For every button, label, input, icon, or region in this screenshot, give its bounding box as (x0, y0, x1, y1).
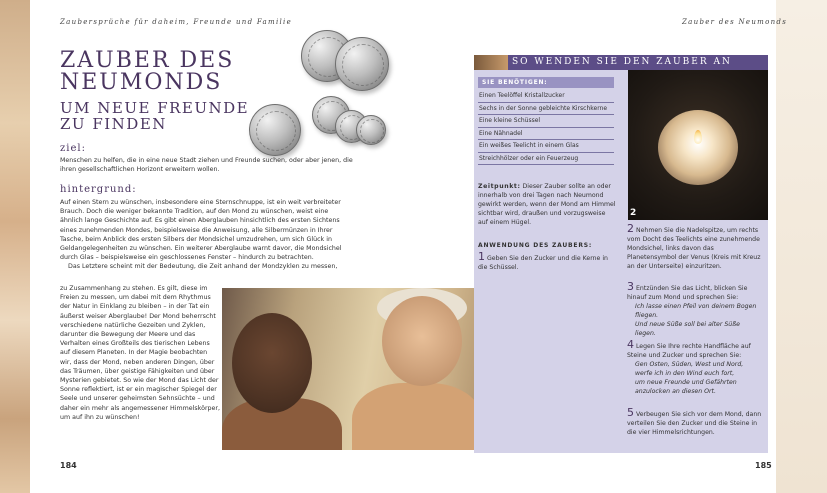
step-3 (627, 282, 762, 338)
hintergrund-heading: hintergrund: (60, 184, 137, 195)
coin-icon (356, 115, 386, 145)
spell-verse-line: um neue Freunde und Gefährten (635, 379, 737, 386)
needs-item: Sechs in der Sonne gebleichte Kirschkerne (478, 103, 614, 116)
hintergrund-paragraph-1: Auf einen Stern zu wünschen, insbesondere eine Sternschnuppe, ist ein weit verbreiteter Brauch. Doch die weniger bekannte Tradition, auf den Mond zu wünschen, weist eine ähnlich lange Geschichte auf. Es gibt einen Aberglauben hinsichtlich des ersten Sichtens eines zunehmenden Mondes, beispielsweise die Anweisung, alle Silbermünzen in Ihrer Tasche, beim Anblick des ersten Silbers der Mondsichel umzudrehen, um sich Glück in Geldangelegenheiten zu wünschen. Ein weiterer Aberglaube warnt davor, die Mondsichel durch Glas – beispielsweise ein geschlossenes Fenster – hindurch zu betrachten. (60, 199, 342, 262)
step-number: 3 (627, 280, 634, 293)
step-number: 5 (627, 406, 634, 419)
needs-list (478, 90, 614, 165)
step-2 (627, 224, 762, 271)
step-number: 1 (478, 250, 485, 263)
photo-face (232, 313, 312, 413)
page-title: ZAUBER DES NEUMONDS (60, 48, 235, 95)
step-4 (627, 340, 762, 396)
zeitpunkt-text (478, 182, 616, 227)
spell-verse-line: Und neue Süße soll bei alter Süße liegen. (635, 321, 740, 337)
step-number: 4 (627, 338, 634, 351)
hintergrund-wrap-text (60, 284, 220, 422)
step-text: Entzünden Sie das Licht, blicken Sie hinauf zum Mond und sprechen Sie: (627, 285, 748, 301)
running-head-right: Zauber des Neumonds (682, 18, 788, 26)
step-text: Legen Sie Ihre rechte Handfläche auf Steine und Zucker und sprechen Sie: (627, 343, 751, 359)
panel-header-photo (474, 55, 508, 70)
decorative-right-strip (776, 0, 827, 493)
step-5 (627, 408, 762, 437)
decorative-left-strip (0, 0, 30, 493)
candle-photo (628, 70, 768, 220)
hintergrund-paragraph-2-cont: zu Zusammenhang zu stehen. Es gilt, diese im Freien zu messen, um dabei mit dem Rhythmus der Natur in Einklang zu bleiben – in der Tat ein äußerst weiser Aberglaube! Der Mond beherrscht verschiedene natürliche Gezeiten und Zyklen, darunter die Bewegung der Meere und das Verhalten eines Großteils des tierischen Lebens auf diesem Planeten. In der Magie beobachten wir, dass der Mond, neben anderen Dingen, über das Träumen, über geistige Fähigkeiten und über Mysterien gebietet. So wie der Mond das Licht der Sonne reflektiert, ist er ein magischer Spiegel der Seele und unserer geheimsten Sehnsüchte – und daher ein mehr als angemessener Himmelskörper, um auf ihn zu wünschen! (60, 285, 221, 421)
spell-verse-line: anzulocken an diesen Ort. (635, 388, 716, 395)
candle-glow (658, 110, 738, 185)
spell-verse-line: Gen Osten, Süden, West und Nord, (635, 361, 744, 368)
zeitpunkt-label: Zeitpunkt: (478, 183, 521, 190)
step-text: Verbeugen Sie sich vor dem Mond, dann verteilen Sie den Zucker und die Steine in die vier Himmelsrichtungen. (627, 411, 762, 436)
step-1 (478, 252, 616, 272)
step-text: Nehmen Sie die Nadelspitze, um rechts vom Docht des Teelichts eine zunehmende Mondsichel, links davon das Planetensymbol der Venus (Kreis mit Kreuz an der Unterseite) einzuritzen. (627, 227, 761, 270)
needs-item: Einen Teelöffel Kristallzucker (478, 90, 614, 103)
photo-face (382, 296, 462, 386)
needs-item: Ein weißes Teelicht in einem Glas (478, 140, 614, 153)
spell-verse-line: Ich lasse einen Pfeil von deinem Bogen fliegen. (635, 303, 757, 319)
spell-verse-line: werfe ich in den Wind euch fort, (635, 370, 735, 377)
photo-number: 2 (630, 208, 637, 218)
running-head-left: Zaubersprüche für daheim, Freunde und Familie (60, 18, 293, 26)
page-subtitle: UM NEUE FREUNDE ZU FINDEN (60, 99, 250, 133)
ziel-text: Menschen zu helfen, die in eine neue Stadt ziehen und Freunde suchen, oder aber jenen, die ihren gesellschaftlichen Horizont erweitern wollen. (60, 157, 353, 174)
zeitpunkt-body: Dieser Zauber sollte an oder innerhalb von drei Tagen nach Neumond gewirkt werden, wenn der Mond am Himmel sichtbar wird, draußen und vorzugsweise auf einem Hügel. (478, 183, 616, 226)
anwendung-heading: ANWENDUNG DES ZAUBERS: (478, 242, 593, 249)
instructions-title: SO WENDEN SIE DEN ZAUBER AN (512, 57, 732, 67)
needs-item: Eine kleine Schüssel (478, 115, 614, 128)
needs-heading: SIE BENÖTIGEN: (478, 77, 614, 88)
hintergrund-paragraph-2: Das Letztere scheint mit der Bedeutung, die Zeit anhand der Mondzyklen zu messen, (68, 263, 338, 271)
needs-item: Streichhölzer oder ein Feuerzeug (478, 153, 614, 166)
step-text: Geben Sie den Zucker und die Kerne in die Schüssel. (478, 255, 608, 271)
coin-icon (335, 37, 389, 91)
candle-flame-icon (694, 130, 702, 144)
page-number-right: 185 (755, 461, 772, 470)
needs-item: Eine Nähnadel (478, 128, 614, 141)
photo-figure (352, 383, 482, 450)
page-number-left: 184 (60, 461, 77, 470)
step-number: 2 (627, 222, 634, 235)
ziel-heading: ziel: (60, 143, 86, 154)
coin-icon (249, 104, 301, 156)
hintergrund-text (60, 198, 350, 272)
